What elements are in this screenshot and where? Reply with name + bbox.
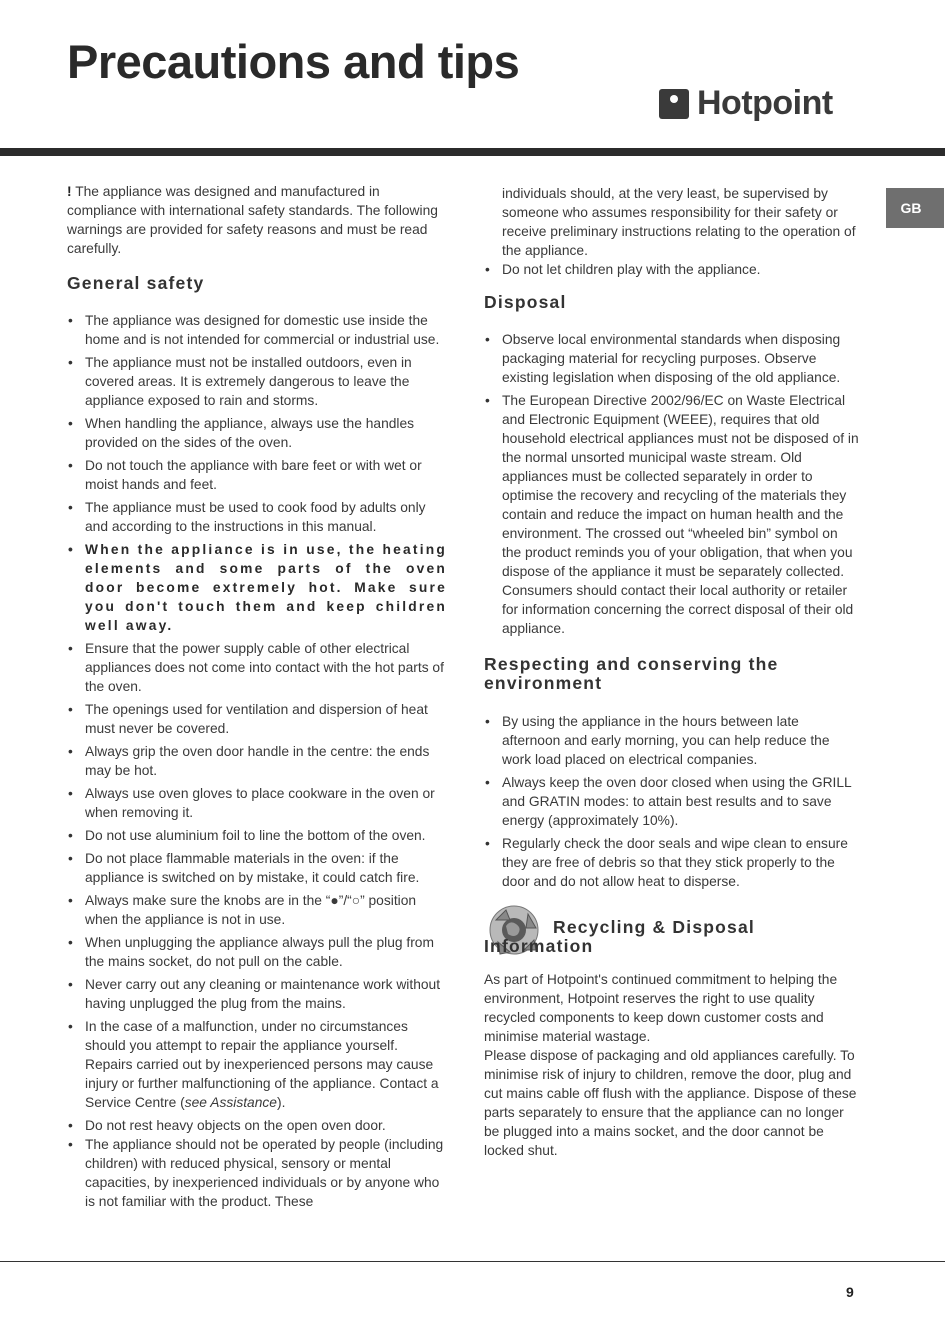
malfunction-text: In the case of a malfunction, under no circumstances should you attempt to repair the appliance yourself. Repairs carried out by inexperienced persons may cause injury or further malfunctioning of the appliance. Contact a Service Centre (	[85, 1019, 439, 1110]
consumers-note: Consumers should contact their local authority or retailer for information concerning the correct disposal of their old appliance.	[502, 583, 854, 636]
list-item: • When unplugging the appliance always pull the plug from the mains socket, do not pull on the cable.	[67, 933, 447, 971]
brand-name: Hotpoint	[697, 84, 833, 122]
list-item: • Do not touch the appliance with bare feet or with wet or moist hands and feet.	[67, 456, 447, 494]
list-item: • Do not rest heavy objects on the open oven door.	[67, 1116, 447, 1135]
list-item: • Ensure that the power supply cable of other electrical appliances does not come into contact with the hot parts of the oven.	[67, 639, 447, 696]
children-list	[484, 260, 859, 279]
list-item: • Do not place flammable materials in the oven: if the appliance is switched on by mistake, it could catch fire.	[67, 849, 447, 887]
see-assistance-reference: see Assistance	[184, 1095, 277, 1110]
recycling-paragraph: As part of Hotpoint's continued commitment to helping the environment, Hotpoint reserves the right to use quality recycled components to keep down customer costs and minimise material wastage.	[484, 972, 838, 1044]
environment-list	[484, 712, 859, 891]
list-item: • The openings used for ventilation and dispersion of heat must never be covered.	[67, 700, 447, 738]
general-safety-list	[67, 311, 447, 1211]
list-item: • The appliance was designed for domestic use inside the home and is not intended for commercial or industrial use.	[67, 311, 447, 349]
disposal-list	[484, 330, 859, 638]
recycling-heading-block	[484, 908, 859, 956]
weee-text: The European Directive 2002/96/EC on Waste Electrical and Electronic Equipment (WEEE), requires that old household electrical appliances must not be disposed of in the normal unsorted municipal waste stream. Old appliances must be collected separately in order to optimise the recovery and recycling of the materials they contain and reduce the impact on human health and the environment. The crossed out “wheeled bin” symbol on the product reminds you of your obligation, that when you dispose of the appliance it must be separately collected.	[502, 393, 859, 579]
right-column	[484, 184, 859, 1160]
recycling-paragraph: Please dispose of packaging and old appliances carefully. To minimise risk of injury to children, remove the door, plug and cut mains cable off flush with the appliance. Dispose of these parts separately to ensure that the appliance can no longer be plugged into a mains socket, and the door cannot be locked shut.	[484, 1048, 857, 1158]
page-title: Precautions and tips	[67, 35, 520, 88]
environment-heading: Respecting and conserving the environment	[484, 654, 779, 693]
recycling-heading: Recycling & Disposal Information	[484, 917, 755, 956]
general-safety-heading: General safety	[67, 273, 205, 293]
list-item: • Observe local environmental standards when disposing packaging material for recycling purposes. Observe existing legislation when disposing of the old appliance.	[484, 330, 859, 387]
list-item: • The appliance should not be operated by people (including children) with reduced physical, sensory or mental capacities, by inexperienced individuals or by anyone who is not familiar with the product. These	[67, 1135, 447, 1211]
hot-surface-warning-item: • When the appliance is in use, the heating elements and some parts of the oven door become extremely hot. Make sure you don't touch them and keep children well away.	[67, 540, 447, 635]
intro-text: The appliance was designed and manufactured in compliance with international safety standards. The following warnings are provided for safety reasons and must be read carefully.	[67, 184, 438, 256]
warning-mark: !	[67, 184, 72, 199]
disposal-heading: Disposal	[484, 292, 567, 312]
list-item: • By using the appliance in the hours between late afternoon and early morning, you can help reduce the work load placed on electrical companies.	[484, 712, 859, 769]
list-item: • When handling the appliance, always use the handles provided on the sides of the oven.	[67, 414, 447, 452]
list-item: • Always use oven gloves to place cookware in the oven or when removing it.	[67, 784, 447, 822]
malfunction-end: ).	[276, 1095, 286, 1110]
list-item: • Always make sure the knobs are in the “●”/“○” position when the appliance is not in use.	[67, 891, 447, 929]
list-item: • Always keep the oven door closed when using the GRILL and GRATIN modes: to attain best results and to save energy (approximately 10%).	[484, 773, 859, 830]
hotpoint-logo-icon	[659, 89, 689, 119]
list-item: • The appliance must not be installed outdoors, even in covered areas. It is extremely dangerous to leave the appliance exposed to rain and storms.	[67, 353, 447, 410]
list-item: • Do not let children play with the appliance.	[484, 260, 859, 279]
intro-paragraph	[67, 182, 447, 258]
footer-rule	[0, 1261, 945, 1262]
left-column	[67, 182, 447, 1215]
list-item: • Do not use aluminium foil to line the bottom of the oven.	[67, 826, 447, 845]
list-item: • Always grip the oven door handle in the centre: the ends may be hot.	[67, 742, 447, 780]
brand-logo	[659, 84, 833, 123]
list-item	[484, 391, 859, 638]
header-rule	[0, 148, 945, 156]
continued-paragraph: individuals should, at the very least, be supervised by someone who assumes responsibility for their safety or receive preliminary instructions relating to the operation of the appliance.	[502, 186, 856, 258]
list-item: • Regularly check the door seals and wipe clean to ensure they are free of debris so that they stick properly to the door and do not allow heat to disperse.	[484, 834, 859, 891]
list-item: • Never carry out any cleaning or maintenance work without having unplugged the plug from the mains.	[67, 975, 447, 1013]
language-tab: GB	[886, 188, 944, 228]
list-item: • The appliance must be used to cook food by adults only and according to the instructions in this manual.	[67, 498, 447, 536]
page-number: 9	[846, 1284, 854, 1300]
malfunction-item	[67, 1017, 447, 1112]
